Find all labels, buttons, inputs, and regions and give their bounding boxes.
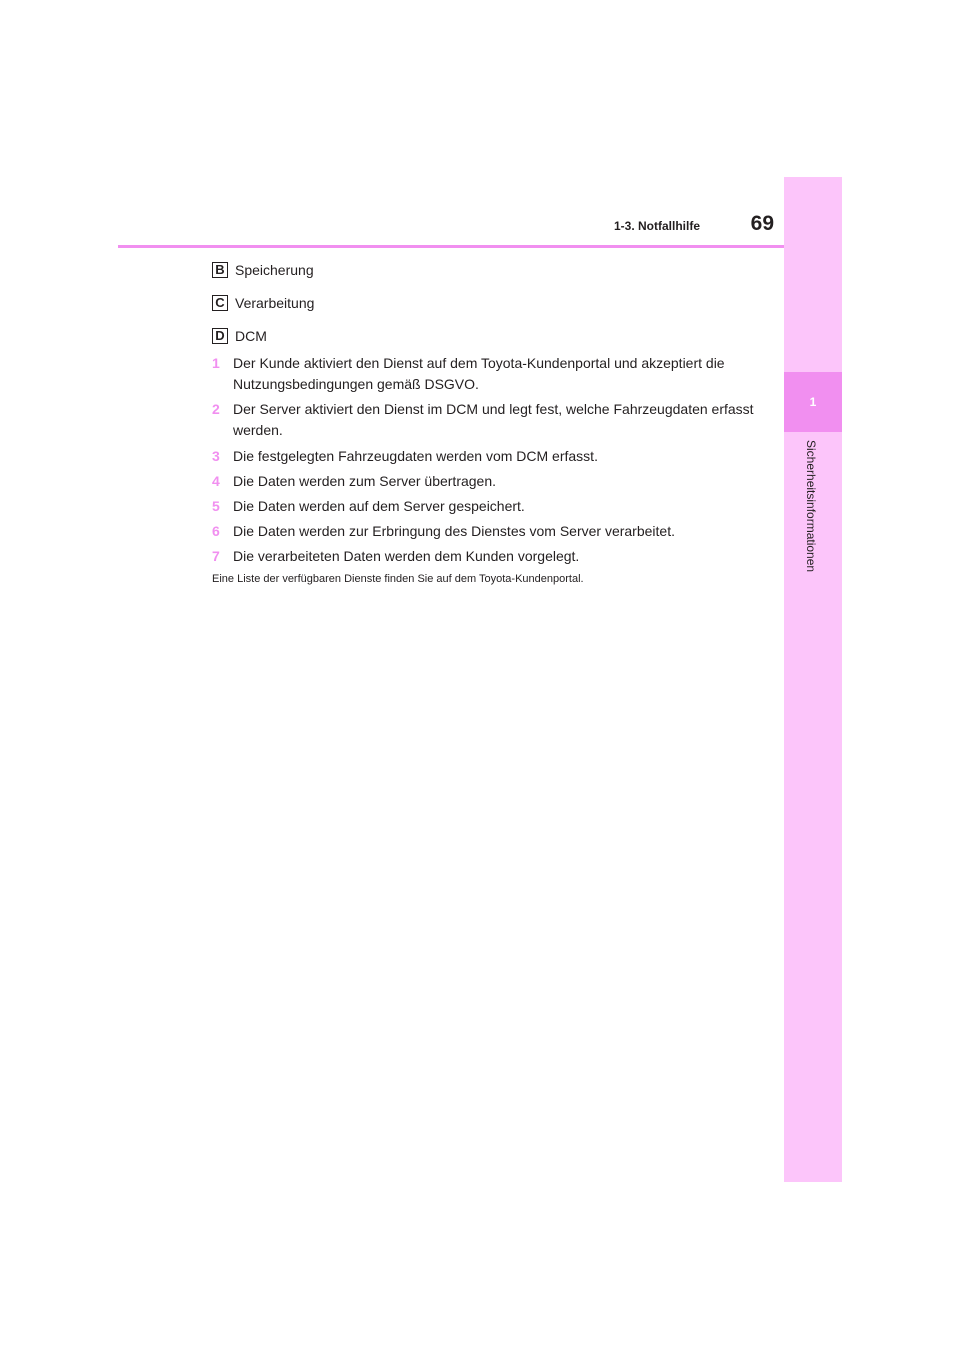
legend-label: Verarbeitung [235,295,315,311]
step-item [212,471,762,492]
step-number: 7 [212,548,220,564]
header-rule [118,245,784,248]
step-text: Die verarbeiteten Daten werden dem Kunden vorgelegt. [233,548,580,564]
legend-item-dcm [212,326,267,346]
step-number: 6 [212,523,220,539]
chapter-title: Sicherheitsinformationen [804,440,818,573]
step-item [212,353,762,395]
legend-label: Speicherung [235,262,314,278]
step-item [212,496,762,517]
chapter-number: 1 [809,395,817,409]
step-text: Die Daten werden zum Server übertragen. [233,473,497,489]
legend-badge: B [212,262,228,278]
step-text: Der Server aktiviert den Dienst im DCM und legt fest, welche Fahrzeugdaten erfasst werden. [233,401,754,438]
step-number: 3 [212,448,220,464]
step-number: 4 [212,473,220,489]
legend-badge: C [212,295,228,311]
step-item [212,399,762,441]
step-number: 1 [212,355,220,371]
step-text: Der Kunde aktiviert den Dienst auf dem Toyota-Kundenportal und akzeptiert die Nutzungsbedingungen gemäß DSGVO. [233,355,725,392]
step-item [212,521,762,542]
step-text: Die Daten werden zur Erbringung des Dienstes vom Server verarbeitet. [233,523,675,539]
step-text: Die Daten werden auf dem Server gespeichert. [233,498,525,514]
step-item [212,546,762,567]
step-number: 2 [212,401,220,417]
legend-label: DCM [235,328,267,344]
portal-note: Eine Liste der verfügbaren Dienste finden Sie auf dem Toyota-Kundenportal. [212,573,584,585]
page-number: 69 [750,212,774,235]
legend-badge: D [212,328,228,344]
legend-item-processing [212,293,314,313]
step-number: 5 [212,498,220,514]
step-item [212,446,762,467]
legend-item-storage [212,260,314,280]
step-text: Die festgelegten Fahrzeugdaten werden vom DCM erfasst. [233,448,598,464]
chapter-side-tab [784,177,842,1182]
section-title: 1-3. Notfallhilfe [613,219,700,233]
